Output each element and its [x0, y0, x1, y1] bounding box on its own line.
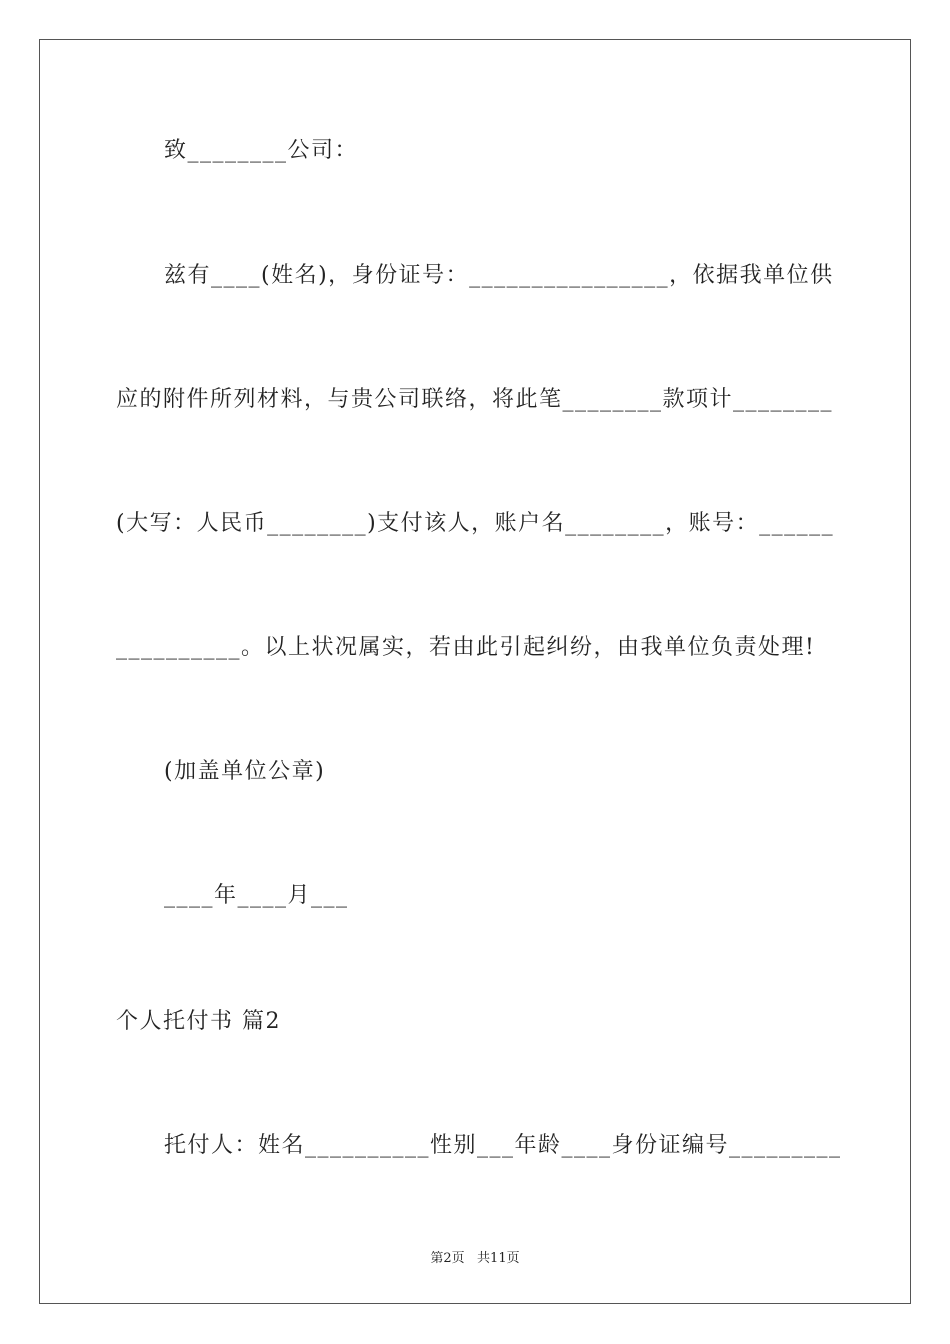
principal-info-line: 托付人：姓名__________性别___年龄____身份证编号_________ — [164, 1133, 842, 1158]
date-line: ____年____月___ — [164, 883, 349, 908]
page-indicator: 第2页 共11页 — [430, 1251, 520, 1266]
seal-note: (加盖单位公章) — [164, 759, 326, 784]
page-frame — [39, 39, 911, 1304]
body-line-3: (大写：人民币________)支付该人，账户名________，账号：______ — [116, 511, 835, 536]
body-line-1: 兹有____(姓名)，身份证号：________________，依据我单位供 — [164, 263, 834, 288]
section-heading: 个人托付书 篇2 — [116, 1009, 281, 1034]
salutation-line: 致________公司： — [164, 138, 359, 163]
body-line-2: 应的附件所列材料，与贵公司联络，将此笔________款项计________ — [116, 387, 834, 412]
body-line-4: __________。以上状况属实，若由此引起纠纷，由我单位负责处理! — [116, 635, 816, 660]
